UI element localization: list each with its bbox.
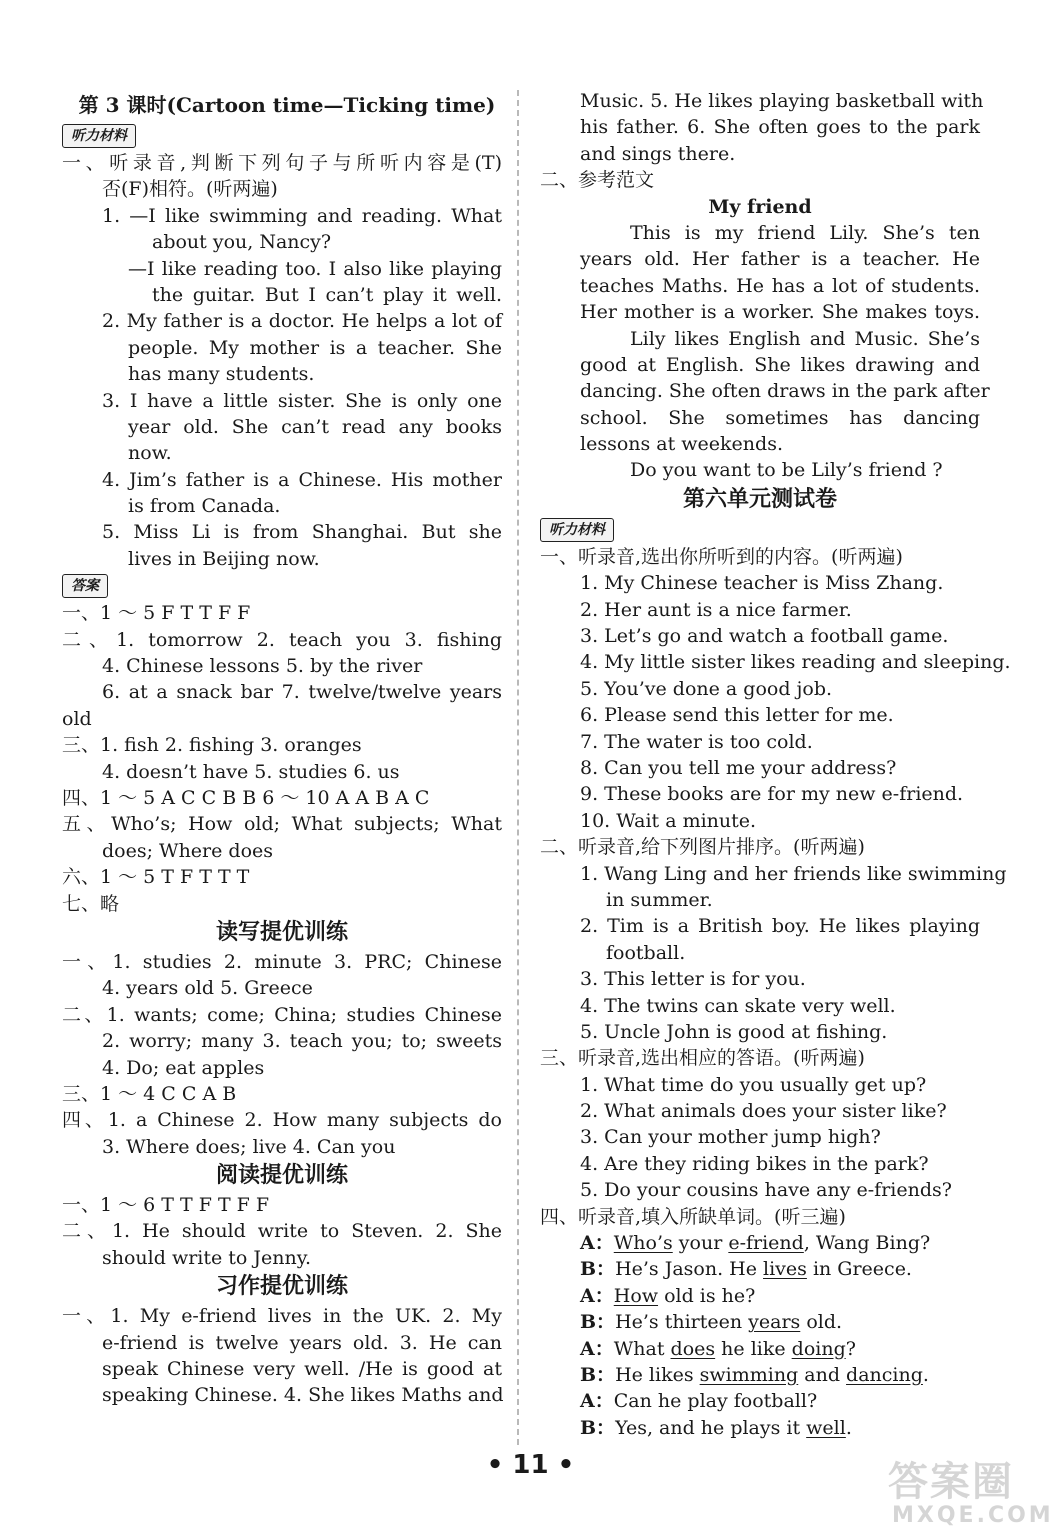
dialogue-text: Yes, and he plays it <box>615 1416 807 1439</box>
essay-line: dancing. She often draws in the park after <box>580 380 990 403</box>
essay-line: Her mother is a worker. She makes toys. <box>580 301 980 324</box>
script-line: people. My mother is a teacher. She <box>128 336 502 359</box>
dialogue-text: ? <box>845 1337 856 1360</box>
script-line: 5. You’ve done a good job. <box>580 677 833 700</box>
listening-badge-row-right <box>540 516 980 544</box>
script-line: 1. My Chinese teacher is Miss Zhang. <box>580 572 944 595</box>
answer-line: and sings there. <box>580 142 736 165</box>
answers-section <box>62 600 502 917</box>
script-line: 2. What animals does your sister like? <box>580 1100 947 1123</box>
script-line: 二、听录音,给下列图片排序。(听两遍) <box>540 836 865 859</box>
unit-listening-script <box>540 544 1011 1230</box>
filled-word: does <box>670 1337 716 1360</box>
listening-material-badge: 听力材料 <box>540 518 614 542</box>
section-heading-read: 阅读提优训练 <box>215 1163 348 1189</box>
speaker-label: B： <box>580 1363 616 1386</box>
answer-line: 七、略 <box>62 892 120 915</box>
script-line: 四、听录音,填入所缺单词。(听三遍) <box>540 1205 846 1228</box>
script-line: year old. She can’t read any books <box>128 415 502 438</box>
script-line: 4. The twins can skate very well. <box>580 994 896 1017</box>
essay-line: Do you want to be Lily’s friend ? <box>630 459 943 482</box>
left-column <box>62 88 502 1409</box>
unit-test-title: 第六单元测试卷 <box>682 486 837 512</box>
script-line: 4. Are they riding bikes in the park? <box>580 1152 929 1175</box>
answer-line: 6. at a snack bar 7. twelve/twelve years <box>102 681 502 704</box>
dialogue-text: He’s Jason. He <box>615 1258 764 1281</box>
dialogue-text: . <box>922 1363 929 1386</box>
script-line: the guitar. But I can’t play it well. <box>152 283 502 306</box>
script-line: 3. This letter is for you. <box>580 968 806 991</box>
answer-line: does; Where does <box>102 839 274 862</box>
essay-line: lessons at weekends. <box>580 433 783 456</box>
script-line: 5. Uncle John is good at fishing. <box>580 1020 888 1043</box>
script-line: 1. —I like swimming and reading. What <box>102 204 502 227</box>
answer-line: 4. Do; eat apples <box>102 1056 265 1079</box>
page-number: • 11 • <box>486 1450 575 1480</box>
speaker-label: B： <box>580 1258 616 1281</box>
dialogue-line <box>540 1256 980 1282</box>
filled-word: years <box>748 1311 801 1334</box>
speaker-label: B： <box>580 1416 616 1439</box>
script-line: now. <box>128 442 172 465</box>
answer-line: speaking Chinese. 4. She likes Maths and <box>102 1384 504 1407</box>
script-line: —I like reading too. I also like playing <box>128 257 502 280</box>
essay-line: teaches Maths. He has a lot of students. <box>580 274 980 297</box>
sample-essay <box>540 220 990 484</box>
read-training-section <box>62 1192 502 1271</box>
filled-word: well <box>806 1416 846 1439</box>
dialogue-line <box>540 1362 980 1388</box>
script-line: about you, Nancy? <box>152 231 332 254</box>
answer-badge-row <box>62 572 502 600</box>
listening-script-section <box>62 150 502 572</box>
answer-line: 二、参考范文 <box>540 169 655 192</box>
script-line: 5. Do your cousins have any e-friends? <box>580 1179 952 1202</box>
script-line: 2. Her aunt is a nice farmer. <box>580 598 852 621</box>
essay-title: My friend <box>708 195 812 218</box>
script-line: 4. My little sister likes reading and sleeping. <box>580 651 1011 674</box>
answer-line: 四、1 ～ 5 A C C B B 6 ～ 10 A A B A C <box>62 786 430 809</box>
right-column <box>540 88 1011 1441</box>
filled-word: swimming <box>699 1363 799 1386</box>
filled-word: Who’s <box>613 1232 673 1255</box>
answer-line: his father. 6. She often goes to the park <box>580 116 980 139</box>
answer-line: 四、1. a Chinese 2. How many subjects do <box>62 1109 502 1132</box>
answer-line: 五、Who’s; How old; What subjects; What <box>62 813 502 836</box>
script-line: 2. My father is a doctor. He helps a lot of <box>102 310 502 333</box>
dialogue-text: he like <box>715 1337 792 1360</box>
speaker-label: A： <box>580 1337 614 1360</box>
filled-word: e-friend <box>728 1232 804 1255</box>
dialogue-text: in Greece. <box>806 1258 912 1281</box>
dialogue-text: old is he? <box>658 1284 756 1307</box>
script-line: 8. Can you tell me your address? <box>580 756 897 779</box>
answer-line: 三、1 ～ 4 C C A B <box>62 1082 237 1105</box>
essay-line: school. She sometimes has dancing <box>580 406 980 429</box>
script-line: 1. What time do you usually get up? <box>580 1073 927 1096</box>
speaker-label: A： <box>580 1232 614 1255</box>
dialogue-line <box>540 1336 980 1362</box>
lesson-title: 第 3 课时(Cartoon time—Ticking time) <box>78 93 496 117</box>
script-line: 3. Can your mother jump high? <box>580 1126 881 1149</box>
essay-line: years old. Her father is a teacher. He <box>580 248 980 271</box>
answer-line: 一、1 ～ 5 F T T F F <box>62 602 251 625</box>
answer-line: 一、1. My e-friend lives in the UK. 2. My <box>62 1305 502 1328</box>
watermark-logo <box>888 1460 1053 1530</box>
script-line: is from Canada. <box>128 495 281 518</box>
dialogue-text: your <box>672 1232 729 1255</box>
script-line: 10. Wait a minute. <box>580 809 757 832</box>
answer-line: 六、1 ～ 5 T F T T T <box>62 866 250 889</box>
speaker-label: A： <box>580 1390 614 1413</box>
speaker-label: B： <box>580 1311 616 1334</box>
script-line: lives in Beijing now. <box>128 547 320 570</box>
script-line: 3. I have a little sister. She is only one <box>102 389 502 412</box>
script-line: 2. Tim is a British boy. He likes playing <box>580 915 980 938</box>
dialogue-text: . <box>845 1416 852 1439</box>
filled-word: dancing <box>846 1363 923 1386</box>
filled-word: How <box>613 1284 659 1307</box>
speaker-label: A： <box>580 1284 614 1307</box>
answer-line: 二、1. wants; come; China; studies Chinese <box>62 1003 502 1026</box>
compose-answers-continued <box>540 88 984 194</box>
dialogue-line <box>540 1230 980 1256</box>
script-line: 一、听录音,判断下列句子与所听内容是(T) <box>62 152 502 174</box>
section-heading-write: 读写提优训练 <box>215 919 348 945</box>
dialogue-text: Can he play football? <box>613 1390 818 1413</box>
script-line: 6. Please send this letter for me. <box>580 704 894 727</box>
answer-line: e-friend is twelve years old. 3. He can <box>102 1331 502 1354</box>
answer-line: 一、1. studies 2. minute 3. PRC; Chinese <box>62 950 502 973</box>
dialogue-text: , Wang Bing? <box>803 1232 931 1255</box>
dialogue-text: What <box>613 1337 671 1360</box>
script-line: 4. Jim’s father is a Chinese. His mother <box>102 468 502 491</box>
section-heading-compose: 习作提优训练 <box>215 1274 348 1300</box>
answer-line: 3. Where does; live 4. Can you <box>102 1135 396 1158</box>
essay-line: This is my friend Lily. She’s ten <box>630 221 980 244</box>
dialogue-text: He’s thirteen <box>615 1311 749 1334</box>
dialogue-text: He likes <box>615 1363 700 1386</box>
answer-line: 2. worry; many 3. teach you; to; sweets <box>102 1030 502 1053</box>
watermark-bottom-text: MXQE.COM <box>892 1503 1054 1528</box>
write-training-section <box>62 949 502 1160</box>
answer-line: 二、1. He should write to Steven. 2. She <box>62 1220 502 1243</box>
dialogue-line <box>540 1388 980 1414</box>
answer-line: speak Chinese very well. /He is good at <box>102 1358 502 1381</box>
filled-word: doing <box>791 1337 846 1360</box>
script-line: 1. Wang Ling and her friends like swimming <box>580 862 1007 885</box>
answer-line: should write to Jenny. <box>102 1246 311 1269</box>
answer-badge: 答案 <box>62 574 108 598</box>
script-line: 一、听录音,选出你所听到的内容。(听两遍) <box>540 545 903 568</box>
script-line: has many students. <box>128 363 315 386</box>
dialogue-line <box>540 1283 980 1309</box>
listening-badge-row <box>62 122 502 150</box>
watermark-top-text: 答案圈 <box>888 1459 1014 1505</box>
dialogue-text: old. <box>800 1311 843 1334</box>
filled-word: lives <box>763 1258 807 1281</box>
dialogue-line <box>540 1415 980 1441</box>
listening-material-badge: 听力材料 <box>62 124 136 148</box>
column-divider <box>517 90 519 1445</box>
answer-line: 4. Chinese lessons 5. by the river <box>102 655 423 678</box>
fill-in-dialogue <box>540 1230 980 1441</box>
script-line: in summer. <box>606 888 713 911</box>
script-line: 否(F)相符。(听两遍) <box>102 178 278 201</box>
script-line: 9. These books are for my new e-friend. <box>580 783 964 806</box>
essay-line: Lily likes English and Music. She’s <box>630 327 980 350</box>
answer-line: 二、1. tomorrow 2. teach you 3. fishing <box>62 628 502 651</box>
answer-line: 4. doesn’t have 5. studies 6. us <box>102 760 400 783</box>
script-line: football. <box>606 941 686 964</box>
dialogue-text: and <box>798 1363 847 1386</box>
script-line: 3. Let’s go and watch a football game. <box>580 625 949 648</box>
compose-training-section <box>62 1303 502 1409</box>
answer-line: 三、1. fish 2. fishing 3. oranges <box>62 734 362 757</box>
script-line: 三、听录音,选出相应的答语。(听两遍) <box>540 1047 865 1070</box>
essay-line: good at English. She likes drawing and <box>580 353 980 376</box>
answer-line: Music. 5. He likes playing basketball with <box>580 90 984 112</box>
answer-line: old <box>62 707 92 730</box>
answer-line: 4. years old 5. Greece <box>102 977 313 1000</box>
script-line: 5. Miss Li is from Shanghai. But she <box>102 521 502 544</box>
answer-line: 一、1 ～ 6 T T F T F F <box>62 1194 270 1217</box>
script-line: 7. The water is too cold. <box>580 730 813 753</box>
dialogue-line <box>540 1309 980 1335</box>
